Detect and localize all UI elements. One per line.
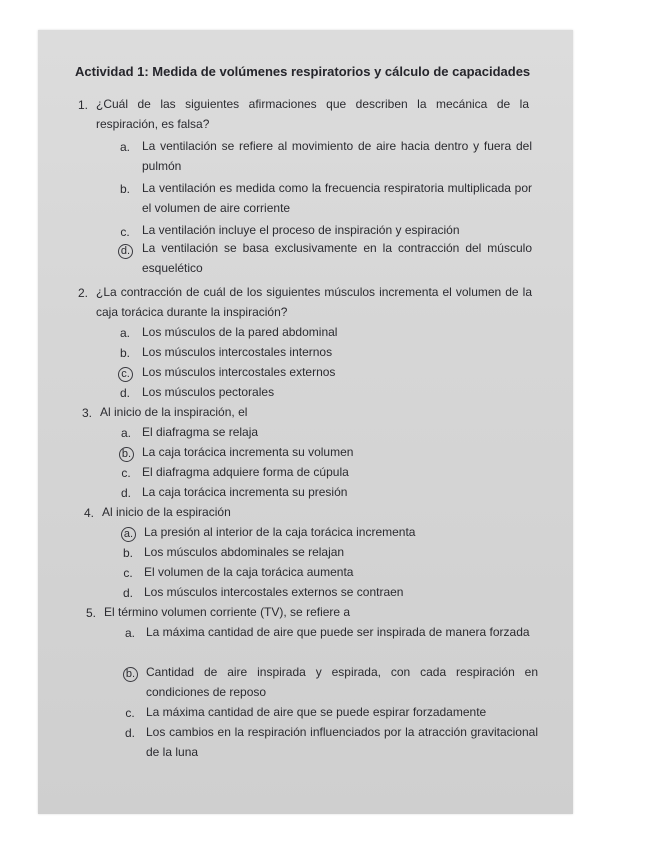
question-number: 4. bbox=[84, 506, 95, 520]
option-letter-a: a. bbox=[120, 426, 131, 440]
document-title: Actividad 1: Medida de volúmenes respiratorios y cálculo de capacidades bbox=[75, 64, 531, 79]
option-letter-c: c. bbox=[125, 706, 135, 720]
option-letter-d: d. bbox=[122, 586, 133, 600]
question-number: 5. bbox=[86, 606, 97, 620]
option-letter-d-circled: d. bbox=[118, 244, 133, 259]
option-text-a: Los músculos de la pared abdominal bbox=[142, 325, 338, 339]
option-letter-a-circled: a. bbox=[121, 527, 136, 542]
option-letter-b: b. bbox=[119, 346, 130, 360]
option-text-c: El diafragma adquiere forma de cúpula bbox=[142, 465, 349, 479]
option-text-d: Los músculos pectorales bbox=[142, 385, 275, 399]
option-text-a: La máxima cantidad de aire que puede ser inspirada de manera forzada bbox=[146, 625, 530, 639]
option-text-c: La máxima cantidad de aire que se puede espirar forzadamente bbox=[146, 705, 487, 719]
question-text: El término volumen corriente (TV), se refiere a bbox=[104, 605, 351, 619]
question-number: 2. bbox=[78, 286, 89, 300]
question-text: ¿Cuál de las siguientes afirmaciones que describen la mecánica de la respiración, es falsa? bbox=[96, 97, 529, 131]
option-letter-c-circled: c. bbox=[118, 367, 133, 382]
option-letter-b-circled: b. bbox=[119, 447, 134, 462]
option-letter-a: a. bbox=[119, 140, 130, 154]
question-text: ¿La contracción de cuál de los siguientes músculos incrementa el volumen de la caja torácica durante la inspiración? bbox=[96, 285, 532, 319]
option-text-c: La ventilación incluye el proceso de inspiración y espiración bbox=[142, 223, 460, 237]
option-letter-c: c. bbox=[121, 466, 131, 480]
question-number: 3. bbox=[82, 406, 93, 420]
option-letter-b: b. bbox=[119, 182, 130, 196]
option-text-d: La ventilación se basa exclusivamente en la contracción del músculo esquelético bbox=[142, 241, 532, 275]
option-letter-a: a. bbox=[119, 326, 130, 340]
option-text-a: La presión al interior de la caja torácica incrementa bbox=[144, 525, 416, 539]
option-text-b: La ventilación es medida como la frecuencia respiratoria multiplicada por el volumen de aire corriente bbox=[142, 181, 532, 215]
option-letter-b-circled: b. bbox=[123, 667, 138, 682]
option-letter-d: d. bbox=[124, 726, 135, 740]
option-letter-c: c. bbox=[120, 225, 130, 239]
option-text-a: La ventilación se refiere al movimiento de aire hacia dentro y fuera del pulmón bbox=[142, 139, 532, 173]
option-text-b: Cantidad de aire inspirada y espirada, con cada respiración en condiciones de reposo bbox=[146, 665, 538, 699]
option-letter-d: d. bbox=[120, 486, 131, 500]
question-text: Al inicio de la inspiración, el bbox=[100, 405, 248, 419]
option-text-b: Los músculos intercostales internos bbox=[142, 345, 333, 359]
option-text-b: Los músculos abdominales se relajan bbox=[144, 545, 345, 559]
option-text-d: Los músculos intercostales externos se contraen bbox=[144, 585, 404, 599]
question-text: Al inicio de la espiración bbox=[102, 505, 231, 519]
option-text-a: El diafragma se relaja bbox=[142, 425, 259, 439]
option-letter-a: a. bbox=[124, 626, 135, 640]
option-text-c: Los músculos intercostales externos bbox=[142, 365, 336, 379]
option-text-d: Los cambios en la respiración influenciados por la atracción gravitacional de la luna bbox=[146, 725, 538, 759]
option-text-d: La caja torácica incrementa su presión bbox=[142, 485, 348, 499]
option-letter-b: b. bbox=[122, 546, 133, 560]
paper-sheet bbox=[38, 30, 573, 814]
option-text-c: El volumen de la caja torácica aumenta bbox=[144, 565, 354, 579]
option-letter-d: d. bbox=[119, 386, 130, 400]
option-letter-c: c. bbox=[123, 566, 133, 580]
question-number: 1. bbox=[78, 98, 89, 112]
option-text-b: La caja torácica incrementa su volumen bbox=[142, 445, 354, 459]
